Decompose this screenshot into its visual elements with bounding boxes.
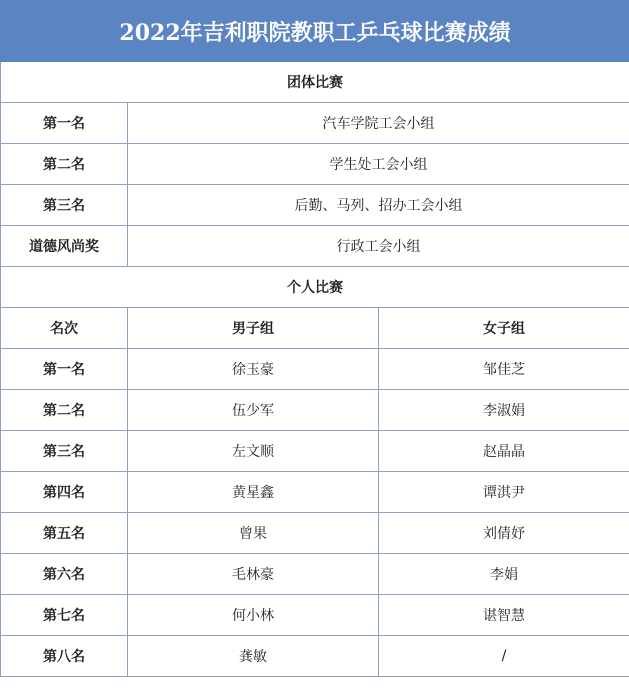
women-player: 邹佳芝 <box>379 349 629 390</box>
men-player: 左文顺 <box>128 431 379 472</box>
table-row <box>1 431 629 472</box>
team-name: 行政工会小组 <box>128 226 629 267</box>
team-section-row <box>1 62 629 103</box>
team-rank: 第二名 <box>1 144 128 185</box>
page-title: 2022年吉利职院教职工乒乓球比赛成绩 <box>1 1 629 62</box>
women-player: 李淑娟 <box>379 390 629 431</box>
individual-section-header: 个人比赛 <box>1 267 629 308</box>
table-row <box>1 595 629 636</box>
women-player: / <box>379 636 629 677</box>
men-player: 毛林豪 <box>128 554 379 595</box>
column-header-rank: 名次 <box>1 308 128 349</box>
women-player: 李娟 <box>379 554 629 595</box>
team-name: 汽车学院工会小组 <box>128 103 629 144</box>
team-row <box>1 103 629 144</box>
team-row <box>1 185 629 226</box>
men-player: 黄星鑫 <box>128 472 379 513</box>
team-rank: 第一名 <box>1 103 128 144</box>
title-row <box>1 1 629 62</box>
men-player: 何小林 <box>128 595 379 636</box>
individual-column-header-row <box>1 308 629 349</box>
individual-rank: 第二名 <box>1 390 128 431</box>
individual-rank: 第八名 <box>1 636 128 677</box>
team-section-header: 团体比赛 <box>1 62 629 103</box>
individual-section-row <box>1 267 629 308</box>
women-player: 刘倩妤 <box>379 513 629 554</box>
individual-rank: 第三名 <box>1 431 128 472</box>
table-row <box>1 472 629 513</box>
men-player: 龚敏 <box>128 636 379 677</box>
women-player: 谭淇尹 <box>379 472 629 513</box>
individual-rank: 第五名 <box>1 513 128 554</box>
individual-rank: 第一名 <box>1 349 128 390</box>
column-header-men: 男子组 <box>128 308 379 349</box>
table-row <box>1 636 629 677</box>
table-row <box>1 513 629 554</box>
men-player: 曾果 <box>128 513 379 554</box>
team-rank: 第三名 <box>1 185 128 226</box>
column-header-women: 女子组 <box>379 308 629 349</box>
team-name: 后勤、马列、招办工会小组 <box>128 185 629 226</box>
table-row <box>1 390 629 431</box>
team-row <box>1 226 629 267</box>
team-rank: 道德风尚奖 <box>1 226 128 267</box>
women-player: 赵晶晶 <box>379 431 629 472</box>
table-row <box>1 554 629 595</box>
individual-rank: 第七名 <box>1 595 128 636</box>
team-name: 学生处工会小组 <box>128 144 629 185</box>
men-player: 伍少军 <box>128 390 379 431</box>
individual-rank: 第四名 <box>1 472 128 513</box>
team-row <box>1 144 629 185</box>
women-player: 谌智慧 <box>379 595 629 636</box>
men-player: 徐玉豪 <box>128 349 379 390</box>
individual-rank: 第六名 <box>1 554 128 595</box>
table-row <box>1 349 629 390</box>
